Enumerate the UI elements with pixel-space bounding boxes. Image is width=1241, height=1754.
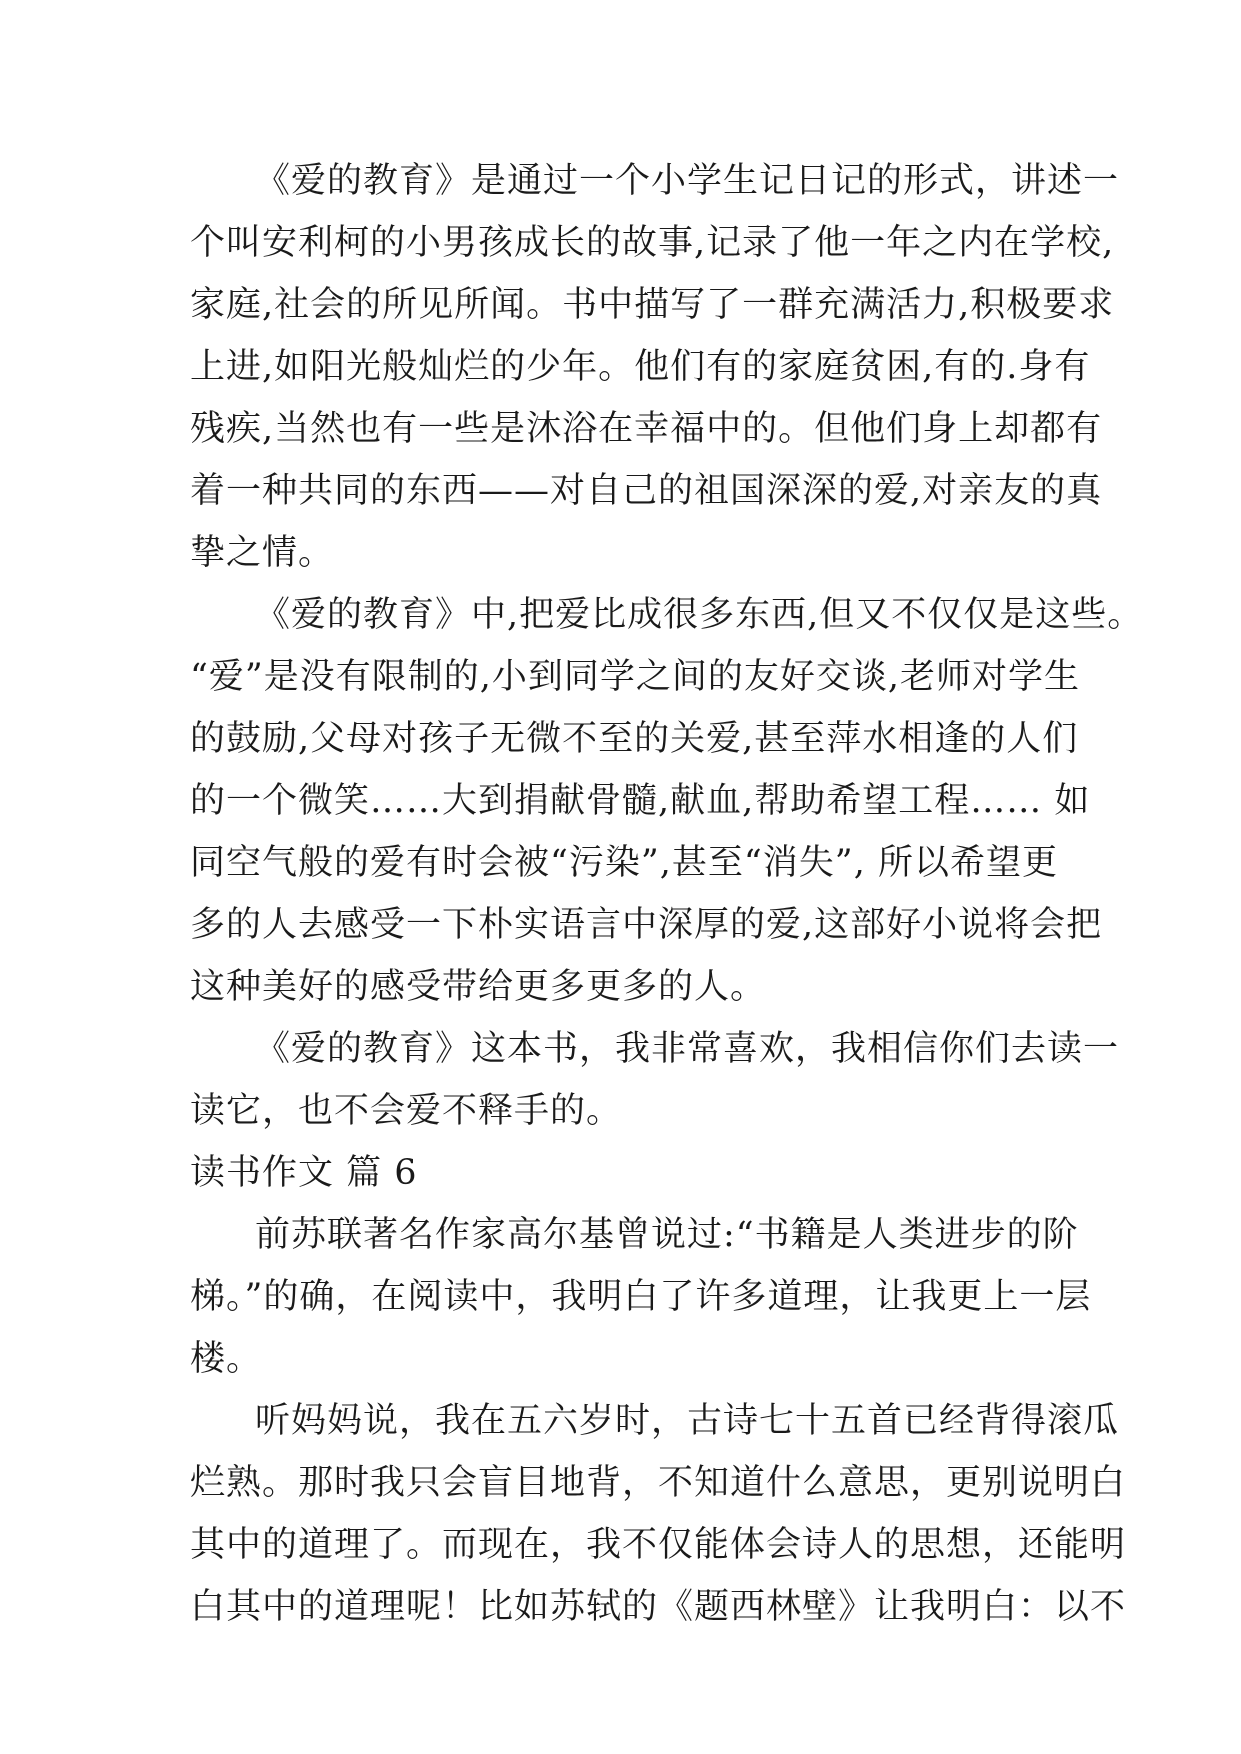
text-line: 着一种共同的东西——对自己的祖国深深的爱,对亲友的真: [190, 471, 1103, 511]
text-line: 多的人去感受一下朴实语言中深厚的爱,这部好小说将会把: [190, 905, 1103, 945]
text-line: 其中的道理了。而现在，我不仅能体会诗人的思想，还能明: [190, 1525, 1127, 1565]
text-line: 同空气般的爱有时会被“污染”,甚至“消失”, 所以希望更: [190, 843, 1058, 883]
text-line: 个叫安利柯的小男孩成长的故事,记录了他一年之内在学校,: [190, 223, 1115, 263]
text-line: 《爱的教育》中,把爱比成很多东西,但又不仅仅是这些。: [255, 595, 1144, 635]
section-heading: 读书作文 篇 6: [190, 1153, 418, 1193]
text-line: 前苏联著名作家高尔基曾说过:“书籍是人类进步的阶: [255, 1215, 1079, 1255]
text-line: 读它，也不会爱不释手的。: [190, 1091, 623, 1131]
text-line: 听妈妈说，我在五六岁时，古诗七十五首已经背得滚瓜: [255, 1401, 1120, 1441]
text-line: 烂熟。那时我只会盲目地背，不知道什么意思，更别说明白: [190, 1463, 1127, 1503]
text-line: 的鼓励,父母对孩子无微不至的关爱,甚至萍水相逢的人们: [190, 719, 1079, 759]
text-line: 《爱的教育》是通过一个小学生记日记的形式，讲述一: [255, 161, 1120, 201]
text-line: 楼。: [190, 1339, 263, 1379]
text-line: “爱”是没有限制的,小到同学之间的友好交谈,老师对学生: [190, 657, 1081, 697]
text-line: 《爱的教育》这本书，我非常喜欢，我相信你们去读一: [255, 1029, 1120, 1069]
text-line: 梯。”的确，在阅读中，我明白了许多道理，让我更上一层: [190, 1277, 1092, 1317]
text-line: 挚之情。: [190, 533, 335, 573]
text-line: 这种美好的感受带给更多更多的人。: [190, 967, 767, 1007]
text-line: 残疾,当然也有一些是沐浴在幸福中的。但他们身上却都有: [190, 409, 1103, 449]
text-line: 白其中的道理呢！比如苏轼的《题西林壁》让我明白：以不: [190, 1587, 1127, 1627]
text-line: 家庭,社会的所见所闻。书中描写了一群充满活力,积极要求: [190, 285, 1115, 325]
text-line: 上进,如阳光般灿烂的少年。他们有的家庭贫困,有的.身有: [190, 347, 1091, 387]
text-line: 的一个微笑……大到捐献骨髓,献血,帮助希望工程…… 如: [190, 781, 1091, 821]
